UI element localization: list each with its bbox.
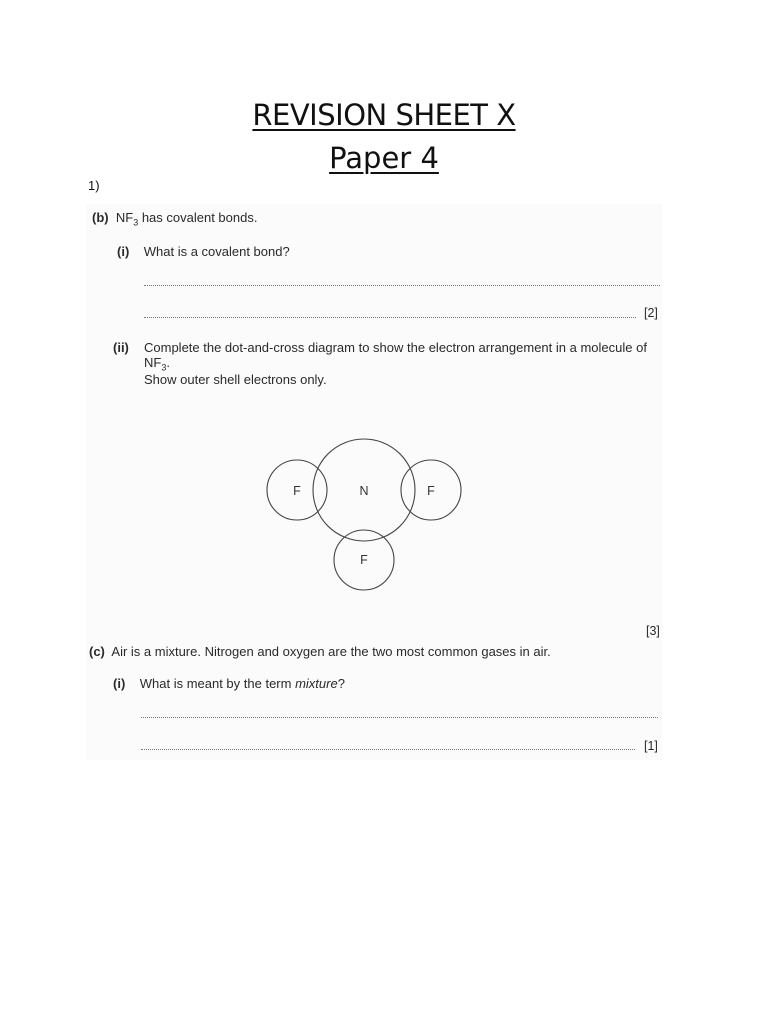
part-c-label: (c) [89, 644, 105, 659]
answer-line-c-i-1[interactable] [141, 717, 658, 718]
part-b-ii-line3: Show outer shell electrons only. [144, 372, 327, 387]
nf3-outline-diagram[interactable] [86, 204, 662, 624]
part-b-i-question: What is a covalent bond? [143, 244, 290, 259]
atom-label-f-left: F [293, 484, 301, 498]
part-b-i-label: (i) [117, 244, 130, 259]
part-c-i [113, 676, 345, 691]
part-c-i-label: (i) [113, 676, 126, 691]
question-scan [86, 204, 662, 760]
part-b-label: (b) [92, 210, 109, 225]
question-number: 1) [88, 178, 100, 193]
part-c-i-question: What is meant by the term mixture? [139, 676, 345, 691]
title-line-1: REVISION SHEET X [252, 98, 516, 132]
atom-label-f-right: F [427, 484, 435, 498]
marks-c-i: [1] [644, 739, 658, 753]
atom-label-n: N [359, 484, 369, 498]
part-b-stem-text: has covalent bonds. [138, 210, 258, 225]
part-b-formula: $NF_3$ [115, 210, 139, 228]
marks-b-i: [2] [644, 306, 658, 320]
part-b-ii-label: (ii) [113, 340, 129, 355]
atom-label-f-bottom: F [360, 553, 368, 567]
part-b-ii-line2: $NF_3$. [144, 355, 170, 373]
part-b-ii-line1: Complete the dot-and-cross diagram to show the electron arrangement in a molecule of [144, 340, 647, 355]
marks-b-ii: [3] [646, 624, 660, 638]
part-c-stem-text: Air is a mixture. Nitrogen and oxygen are the two most common gases in air. [111, 644, 551, 659]
title-line-2: Paper 4 [329, 141, 439, 175]
answer-line-c-i-2[interactable] [141, 749, 635, 750]
part-c-stem [89, 644, 551, 659]
